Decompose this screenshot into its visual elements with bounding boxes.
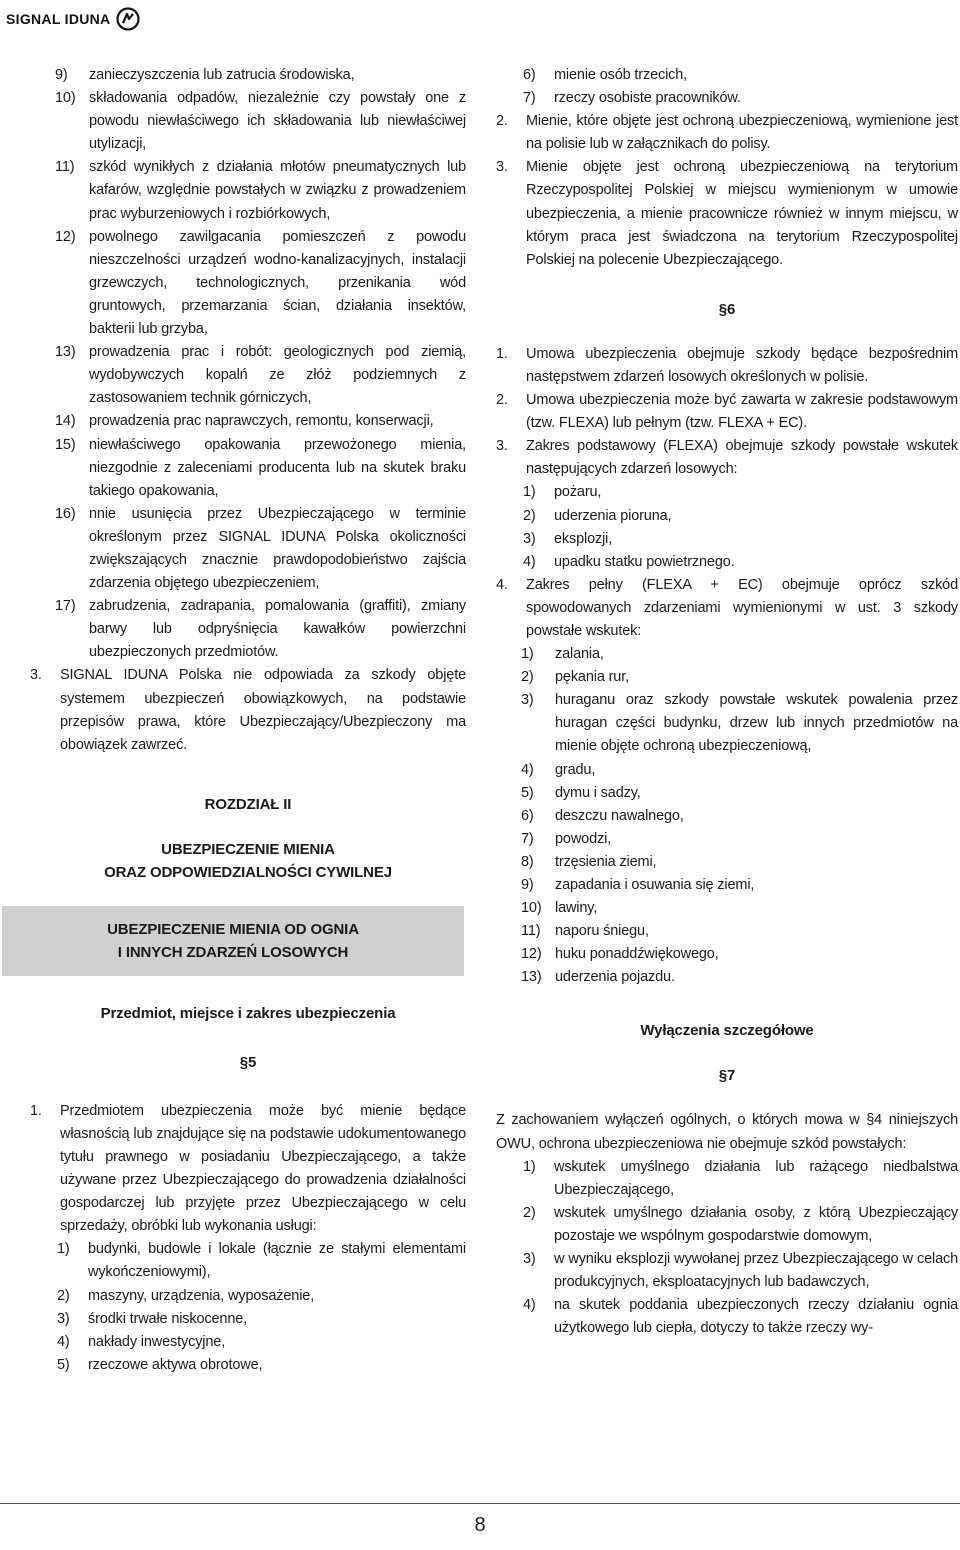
list-item: 2) pękania rur, <box>521 669 629 686</box>
list-item: 8) trzęsienia ziemi, <box>521 853 657 870</box>
chapter-heading: ROZDZIAŁ II <box>204 795 292 813</box>
list-item: 5) rzeczowe aktywa obrotowe, <box>57 1356 263 1373</box>
list-item: 4) nakłady inwestycyjne, <box>57 1333 226 1350</box>
list-item: 17) zabrudzenia, zadrapania, pomalowania (graffiti), zmiany barwy lub odpryśnięcia kawałków powierzchni ubezpieczonych przedmiotów. <box>55 598 466 661</box>
list-item: 2) uderzenia pioruna, <box>523 507 672 524</box>
list-item: 12) huku ponaddźwiękowego, <box>521 946 719 963</box>
list-item: 9) zapadania i osuwania się ziemi, <box>521 877 755 893</box>
list-item: 2) wskutek umyślnego działania osoby, z którą Ubezpieczający pozostaje we wspólnym gospodarstwie domowym, <box>523 1204 958 1244</box>
list-item: 1) pożaru, <box>523 484 602 501</box>
list-item: 7) rzeczy osobiste pracowników. <box>523 90 741 107</box>
list-item: 1. Przedmiotem ubezpieczenia może być mienie będące własnością lub znajdujące się na podstawie udokumentowanego tytułu prawnego w posiadaniu Ubezpieczającego, a także używane przez Ubezpieczającego do prowadzenia działalności gospodarczej lub przyjęte przez Ubezpieczającego w celu sprzedaży, obróbki lub wykonania usługi: <box>30 1102 466 1235</box>
list-item: 13) uderzenia pojazdu. <box>521 969 675 986</box>
signal-iduna-logo-icon <box>116 7 140 31</box>
list-item: 1) budynki, budowle i lokale (łącznie ze stałymi elementami wykończeniowymi), <box>57 1241 466 1281</box>
list-item: 4) upadku statku powietrznego. <box>523 553 735 570</box>
list-item: 4) gradu, <box>521 761 596 778</box>
list-item: 1. Umowa ubezpieczenia obejmuje szkody będące bezpośrednim następstwem zdarzeń losowych określonych w polisie. <box>496 345 958 385</box>
list-item: 15) niewłaściwego opakowania przewożonego mienia, niezgodnie z zaleceniami producenta lub na skutek braku takiego opakowania, <box>55 436 466 499</box>
list-item: 2. Umowa ubezpieczenia może być zawarta w zakresie podstawowym (tzw. FLEXA) lub pełnym (tzw. FLEXA + EC). <box>496 392 958 432</box>
list-item: 3) środki trwałe niskocenne, <box>57 1310 248 1327</box>
page-number: 8 <box>474 1514 486 1536</box>
list-item: 1) wskutek umyślnego działania lub rażącego niedbalstwa Ubezpieczającego, <box>523 1158 958 1198</box>
list-item: 2. Mienie, które objęte jest ochroną ubezpieczeniową, wymienione jest na polisie lub w załącznikach do polisy. <box>496 113 958 153</box>
list-item: 13) prowadzenia prac i robót: geologicznych pod ziemią, wydobywczych kopalń ze złóż podziemnych z zastosowaniem technik górniczych, <box>55 344 466 407</box>
list-item: 7) powodzi, <box>521 830 612 847</box>
list-item: 3. Zakres podstawowy (FLEXA) obejmuje szkody powstałe wskutek następujących zdarzeń losowych: <box>496 438 958 478</box>
list-item: 3) eksplozji, <box>523 530 613 547</box>
list-item: 11) naporu śniegu, <box>521 923 649 940</box>
list-item: 5) dymu i sadzy, <box>521 784 641 801</box>
list-item: 12) powolnego zawilgacania pomieszczeń z powodu nieszczelności urządzeń wodno-kanalizacyjnych, instalacji grzewczych, technologicznych, przenikania wód gruntowych, przemarzania ścian, działania insektów, bakterii lub grzyba, <box>55 228 466 338</box>
list-item: 6) mienie osób trzecich, <box>523 67 688 83</box>
brand-name: SIGNAL IDUNA <box>6 11 111 27</box>
subsection-title: Przedmiot, miejsce i zakres ubezpieczenia <box>100 1004 396 1022</box>
list-item: 3) w wyniku eksplozji wywołanej przez Ubezpieczającego w celach produkcyjnych, eksploatacyjnych lub badawczych, <box>523 1251 958 1291</box>
list-item: 6) deszczu nawalnego, <box>521 807 684 824</box>
banner-line-1: UBEZPIECZENIE MIENIA OD OGNIA <box>107 920 359 938</box>
list-item: 3. Mienie objęte jest ochroną ubezpieczeniową na terytorium Rzeczypospolitej Polskiej w miejscu wymienionym w umowie ubezpieczenia, a mienie pracownicze również w innym miejscu, w którym praca jest świadczona na terytorium Rzeczypospolitej Polskiej na polecenie Ubezpieczającego. <box>496 159 958 268</box>
list-item: 3. SIGNAL IDUNA Polska nie odpowiada za szkody objęte systemem ubezpieczeń obowiązkowych, na podstawie przepisów prawa, które Ubezpieczający/Ubezpieczony ma obowiązek zawrzeć. <box>30 667 466 753</box>
list-item: 10) lawiny, <box>521 900 598 917</box>
section-number: §6 <box>718 300 736 318</box>
right-column <box>496 64 958 1340</box>
chapter-title-line-1: UBEZPIECZENIE MIENIA <box>161 840 335 858</box>
list-item: 11) szkód wynikłych z działania młotów pneumatycznych lub kafarów, względnie powstałych w związku z prowadzeniem prac wyburzeniowych i rozbiórkowych, <box>55 159 466 222</box>
section-number: §7 <box>718 1067 736 1085</box>
banner-line-2: I INNYCH ZDARZEŃ LOSOWYCH <box>117 943 349 961</box>
brand-logo <box>6 6 140 32</box>
subsection-title: Wyłączenia szczegółowe <box>640 1022 814 1040</box>
section-number: §5 <box>239 1053 257 1071</box>
list-item: 14) prowadzenia prac naprawczych, remontu, konserwacji, <box>55 413 434 430</box>
list-item: 4) na skutek poddania ubezpieczonych rzeczy działaniu ognia użytkowego lub ciepła, dotyczy to także rzeczy wy- <box>523 1297 958 1337</box>
list-item: 3) huraganu oraz szkody powstałe wskutek powalenia przez huragan części budynku, drzew lub innych przedmiotów na mienie objęte ochroną ubezpieczeniową, <box>521 692 958 755</box>
left-column <box>30 64 466 1377</box>
chapter-title-line-2: ORAZ ODPOWIEDZIALNOŚCI CYWILNEJ <box>104 863 392 881</box>
paragraph: Z zachowaniem wyłączeń ogólnych, o których mowa w §4 niniejszych OWU, ochrona ubezpieczeniowa nie obejmuje szkód powstałych: <box>496 1112 958 1152</box>
list-item: 16) nnie usunięcia przez Ubezpieczającego w terminie określonym przez SIGNAL IDUNA Polska okoliczności zwiększających znacznie prawdopodobieństwo zajścia zdarzenia objętego ubezpieczeniem, <box>55 505 466 592</box>
section-banner <box>2 906 464 976</box>
footer-divider <box>0 1503 960 1504</box>
list-item: 1) zalania, <box>521 646 604 663</box>
list-item: 2) maszyny, urządzenia, wyposażenie, <box>57 1287 315 1304</box>
list-item: 9) zanieczyszczenia lub zatrucia środowiska, <box>55 67 355 83</box>
list-item: 4. Zakres pełny (FLEXA + EC) obejmuje oprócz szkód spowodowanych zdarzeniami wymienionymi w ust. 3 szkody powstałe wskutek: <box>496 576 958 639</box>
list-item: 10) składowania odpadów, niezależnie czy powstały one z powodu niewłaściwego ich składowania lub niewłaściwej utylizacji, <box>55 90 466 153</box>
